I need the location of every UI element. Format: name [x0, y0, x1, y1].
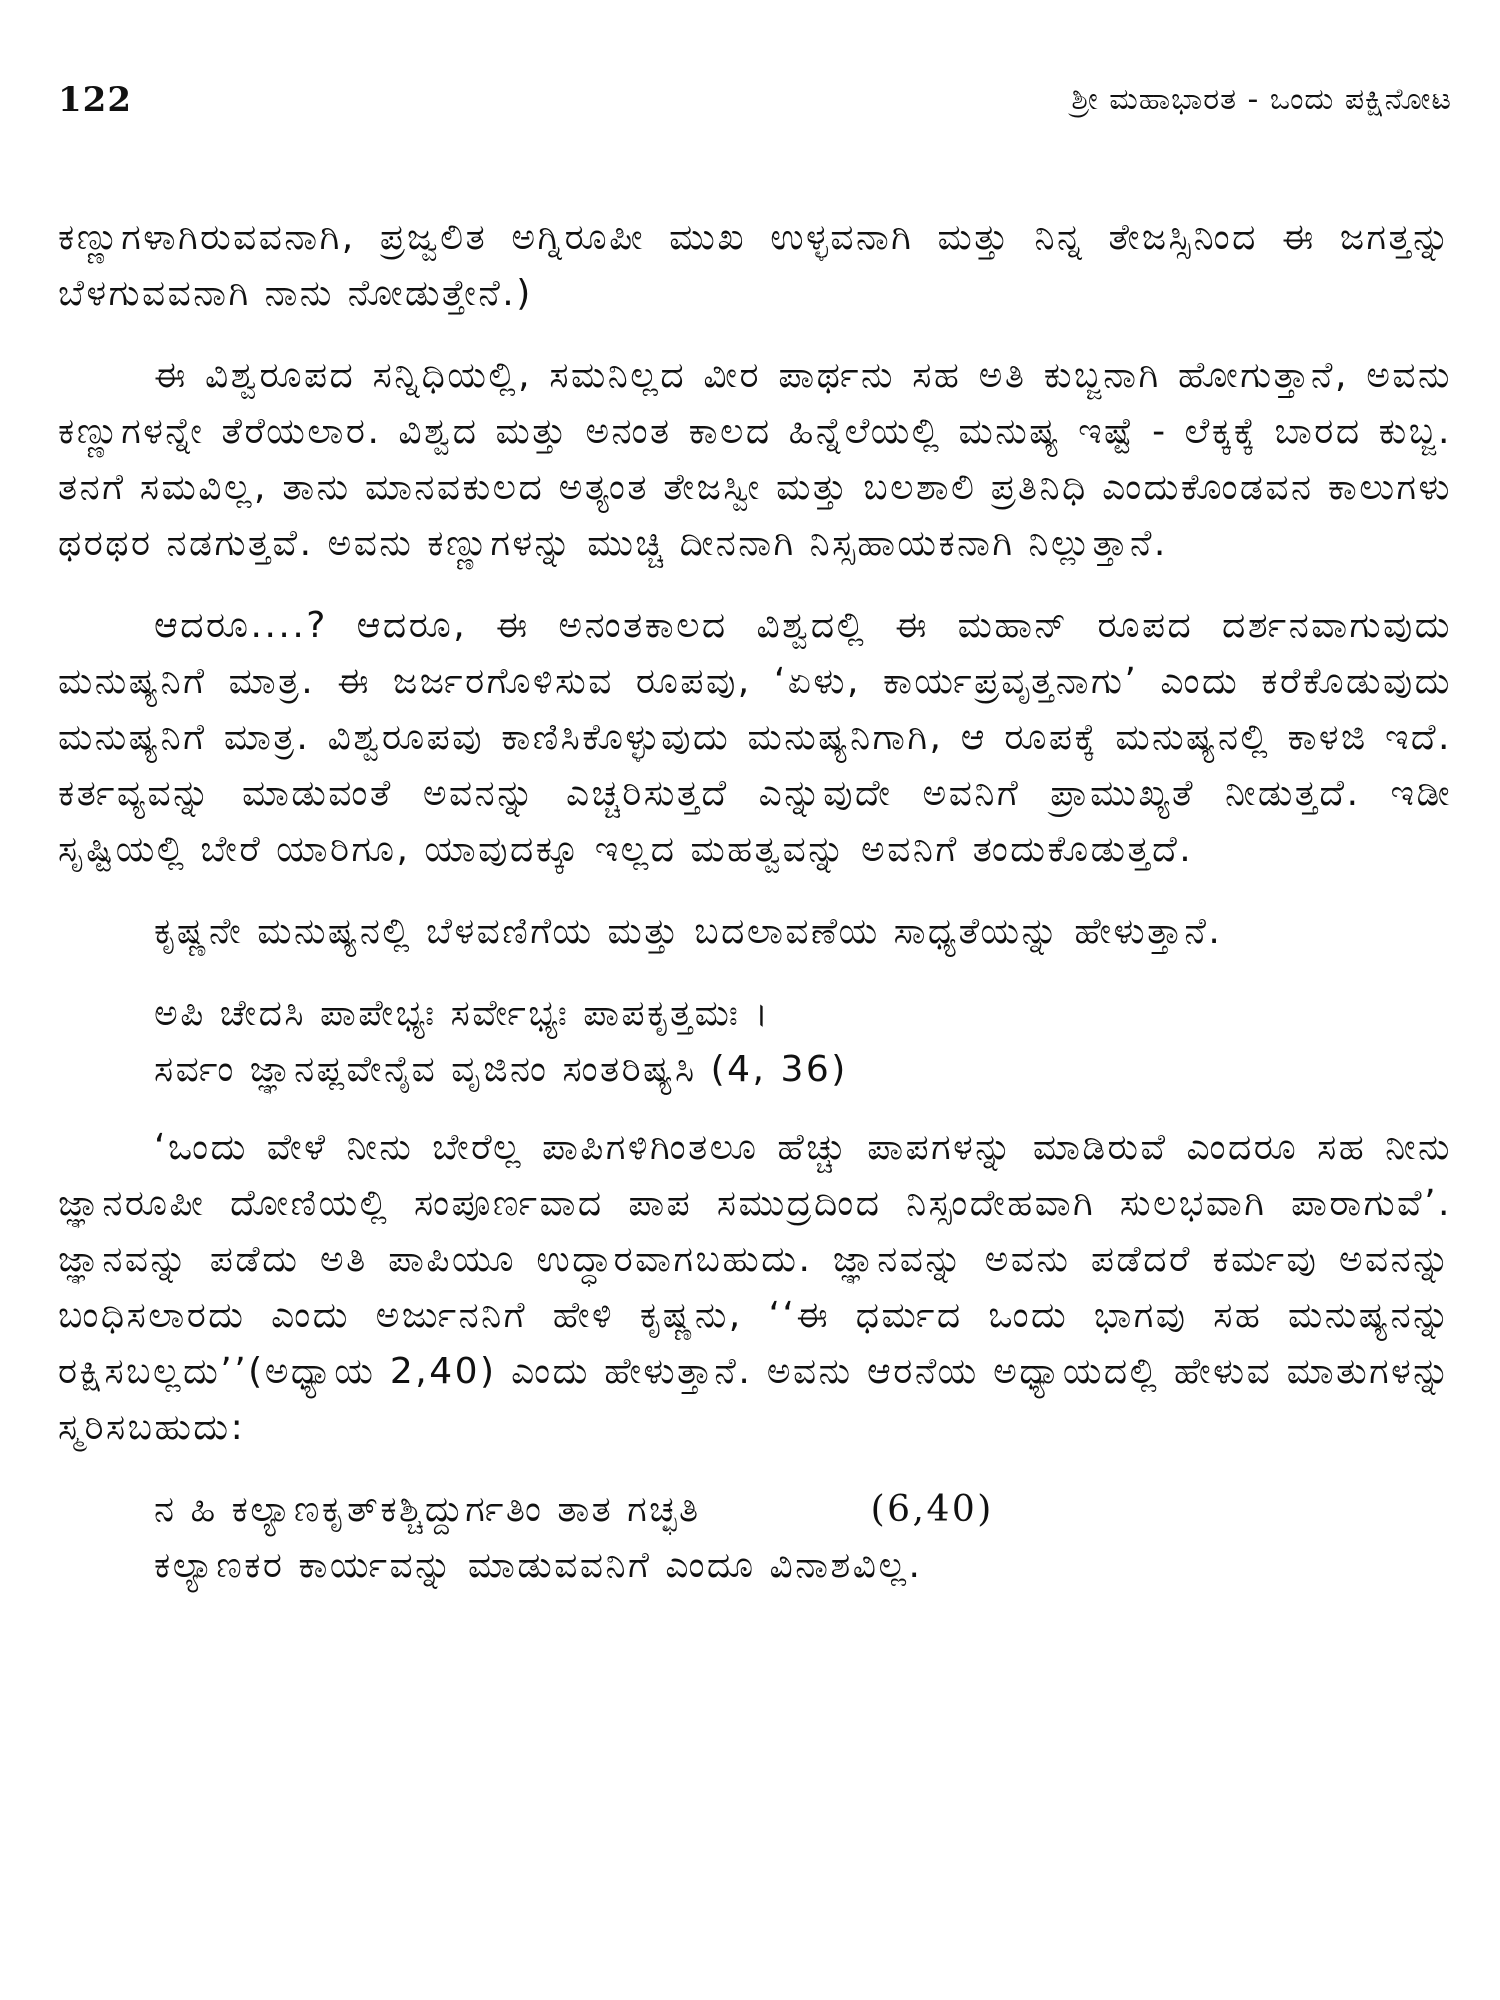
- verse-block: [58, 986, 1452, 1098]
- paragraph: ಆದರೂ....? ಆದರೂ, ಈ ಅನಂತಕಾಲದ ವಿಶ್ವದಲ್ಲಿ ಈ ಮಹಾನ್ ರೂಪದ ದರ್ಶನವಾಗುವುದು ಮನುಷ್ಯನಿಗೆ ಮಾತ್ರ. ಈ ಜರ್ಜರಗೊಳಿಸುವ ರೂಪವು, ‘ಏಳು, ಕಾರ್ಯಪ್ರವೃತ್ತನಾಗು’ ಎಂದು ಕರೆಕೊಡುವುದು ಮನುಷ್ಯನಿಗೆ ಮಾತ್ರ. ವಿಶ್ವರೂಪವು ಕಾಣಿಸಿಕೊಳ್ಳುವುದು ಮನುಷ್ಯನಿಗಾಗಿ, ಆ ರೂಪಕ್ಕೆ ಮನುಷ್ಯನಲ್ಲಿ ಕಾಳಜಿ ಇದೆ. ಕರ್ತವ್ಯವನ್ನು ಮಾಡುವಂತೆ ಅವನನ್ನು ಎಚ್ಚರಿಸುತ್ತದೆ ಎನ್ನುವುದೇ ಅವನಿಗೆ ಪ್ರಾಮುಖ್ಯತೆ ನೀಡುತ್ತದೆ. ಇಡೀ ಸೃಷ್ಟಿಯಲ್ಲಿ ಬೇರೆ ಯಾರಿಗೂ, ಯಾವುದಕ್ಕೂ ಇಲ್ಲದ ಮಹತ್ವವನ್ನು ಅವನಿಗೆ ತಂದುಕೊಡುತ್ತದೆ.: [58, 605, 1452, 870]
- verse-text: ನ ಹಿ ಕಲ್ಯಾಣಕೃತ್‌ಕಶ್ಚಿದ್ದುರ್ಗತಿಂ ತಾತ ಗಚ್ಛತಿ: [154, 1489, 701, 1530]
- verse-line: ಸರ್ವಂ ಜ್ಞಾನಪ್ಲವೇನೈವ ವೃಜಿನಂ ಸಂತರಿಷ್ಯಸಿ (4, 36): [154, 1049, 848, 1090]
- paragraph: ಕೃಷ್ಣನೇ ಮನುಷ್ಯನಲ್ಲಿ ಬೆಳವಣಿಗೆಯ ಮತ್ತು ಬದಲಾವಣೆಯ ಸಾಧ್ಯತೆಯನ್ನು ಹೇಳುತ್ತಾನೆ.: [154, 911, 1223, 952]
- verse-line: [58, 1482, 1452, 1538]
- verse-block: [58, 1482, 1452, 1594]
- paragraph: ‘ಒಂದು ವೇಳೆ ನೀನು ಬೇರೆಲ್ಲ ಪಾಪಿಗಳಿಗಿಂತಲೂ ಹೆಚ್ಚು ಪಾಪಗಳನ್ನು ಮಾಡಿರುವೆ ಎಂದರೂ ಸಹ ನೀನು ಜ್ಞಾನರೂಪೀ ದೋಣಿಯಲ್ಲಿ ಸಂಪೂರ್ಣವಾದ ಪಾಪ ಸಮುದ್ರದಿಂದ ನಿಸ್ಸಂದೇಹವಾಗಿ ಸುಲಭವಾಗಿ ಪಾರಾಗುವೆ’. ಜ್ಞಾನವನ್ನು ಪಡೆದು ಅತಿ ಪಾಪಿಯೂ ಉದ್ಧಾರವಾಗಬಹುದು. ಜ್ಞಾನವನ್ನು ಅವನು ಪಡೆದರೆ ಕರ್ಮವು ಅವನನ್ನು ಬಂಧಿಸಲಾರದು ಎಂದು ಅರ್ಜುನನಿಗೆ ಹೇಳಿ ಕೃಷ್ಣನು, ‘‘ಈ ಧರ್ಮದ ಒಂದು ಭಾಗವು ಸಹ ಮನುಷ್ಯನನ್ನು ರಕ್ಷಿಸಬಲ್ಲದು’’(ಅಧ್ಯಾಯ 2,40) ಎಂದು ಹೇಳುತ್ತಾನೆ. ಅವನು ಆರನೆಯ ಅಧ್ಯಾಯದಲ್ಲಿ ಹೇಳುವ ಮಾತುಗಳನ್ನು ಸ್ಮರಿಸಬಹುದು:: [58, 1127, 1452, 1448]
- body-text: [58, 210, 1452, 1594]
- verse-translation: ಕಲ್ಯಾಣಕರ ಕಾರ್ಯವನ್ನು ಮಾಡುವವನಿಗೆ ಎಂದೂ ವಿನಾಶವಿಲ್ಲ.: [154, 1545, 923, 1586]
- verse-line: ಅಪಿ ಚೇದಸಿ ಪಾಪೇಭ್ಯಃ ಸರ್ವೇಭ್ಯಃ ಪಾಪಕೃತ್ತಮಃ ।: [154, 993, 771, 1034]
- book-page: [58, 70, 1452, 1970]
- page-header: [58, 70, 1452, 130]
- page-number: 122: [58, 80, 132, 120]
- running-title: ಶ್ರೀ ಮಹಾಭಾರತ - ಒಂದು ಪಕ್ಷಿನೋಟ: [1071, 82, 1452, 117]
- paragraph: ಈ ವಿಶ್ವರೂಪದ ಸನ್ನಿಧಿಯಲ್ಲಿ, ಸಮನಿಲ್ಲದ ವೀರ ಪಾರ್ಥನು ಸಹ ಅತಿ ಕುಬ್ಜನಾಗಿ ಹೋಗುತ್ತಾನೆ, ಅವನು ಕಣ್ಣುಗಳನ್ನೇ ತೆರೆಯಲಾರ. ವಿಶ್ವದ ಮತ್ತು ಅನಂತ ಕಾಲದ ಹಿನ್ನೆಲೆಯಲ್ಲಿ ಮನುಷ್ಯ ಇಷ್ಟೆ - ಲೆಕ್ಕಕ್ಕೆ ಬಾರದ ಕುಬ್ಜ. ತನಗೆ ಸಮವಿಲ್ಲ, ತಾನು ಮಾನವಕುಲದ ಅತ್ಯಂತ ತೇಜಸ್ವೀ ಮತ್ತು ಬಲಶಾಲಿ ಪ್ರತಿನಿಧಿ ಎಂದುಕೊಂಡವನ ಕಾಲುಗಳು ಥರಥರ ನಡಗುತ್ತವೆ. ಅವನು ಕಣ್ಣುಗಳನ್ನು ಮುಚ್ಚಿ ದೀನನಾಗಿ ನಿಸ್ಸಹಾಯಕನಾಗಿ ನಿಲ್ಲುತ್ತಾನೆ.: [58, 355, 1452, 564]
- paragraph-continued: ಕಣ್ಣುಗಳಾಗಿರುವವನಾಗಿ, ಪ್ರಜ್ವಲಿತ ಅಗ್ನಿರೂಪೀ ಮುಖ ಉಳ್ಳವನಾಗಿ ಮತ್ತು ನಿನ್ನ ತೇಜಸ್ಸಿನಿಂದ ಈ ಜಗತ್ತನ್ನು ಬೆಳಗುವವನಾಗಿ ನಾನು ನೋಡುತ್ತೇನೆ.): [58, 217, 1452, 314]
- verse-reference: (6,40): [870, 1489, 994, 1530]
